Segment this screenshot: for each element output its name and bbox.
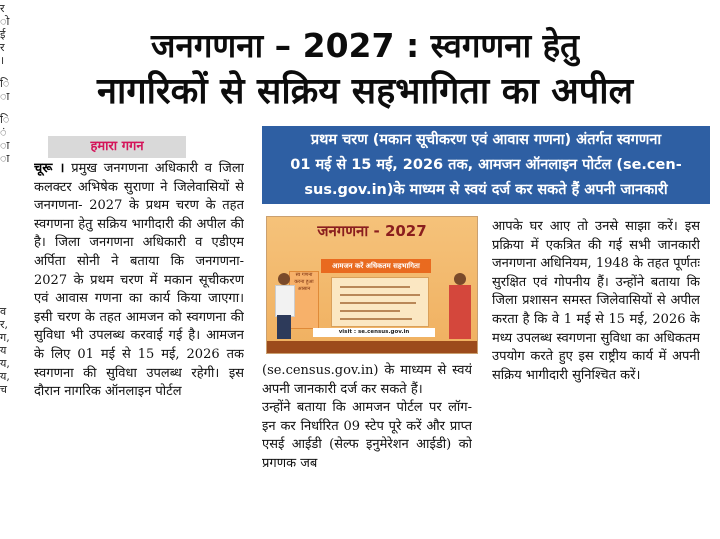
strap-line-1: प्रथम चरण (मकान सूचीकरण एवं आवास गणना) अंतर्गत स्वगणना <box>310 132 662 148</box>
column-2-text: (se.census.gov.in) के माध्यम से स्वयं अपनी जानकारी दर्ज कर सकते हैं। <box>262 363 472 397</box>
article-column-2 <box>262 362 472 522</box>
article-column-1 <box>34 160 244 520</box>
headline-line-2: नागरिकों से सक्रिय सहभागिता का अपील <box>97 71 633 112</box>
column-2-text-2: उन्होंने बताया कि आमजन पोर्टल पर लॉग- इन कर निर्धारित 09 स्टेप पूरे करें और प्राप्त एसई आईडी (सेल्फ इनुमेरेशन आईडी) को प्रगणक जब <box>262 400 472 471</box>
column-1-text: प्रमुख जनगणना अधिकारी व जिला कलक्टर अभिषेक सुराणा ने जिलेवासियों से जनगणना- 2027 के प्रथम चरण के तहत स्वगणना हेतु सक्रिय भागीदारी की अपील की है। जिला जनगणना अधिकारी व एडीएम अर्पिता सोनी ने बताया कि जनगणना- 2027 के प्रथम चरण में मकान सूचीकरण एवं आवास गणना का कार्य किया जाएगा। इसी चरण के तहत आमजन को स्वगणना की सुविधा भी उपलब्ध करवाई गई है। आमजन के लिए 01 मई से 15 मई, 2026 तक स्वगणना की सुविधा उपलब्ध रहेगी। इस दौरान नागरिक ऑनलाइन पोर्टल <box>34 161 244 400</box>
adjacent-column-fragments: र ो ई र । ि ा ि ं ा ा व र, ग, य य, य, च <box>0 2 10 396</box>
strap-line-3: sus.gov.in)के माध्यम से स्वयं दर्ज कर सकते हैं अपनी जानकारी <box>304 182 668 198</box>
poster-url: visit : se.census.gov.in <box>313 328 435 337</box>
poster-subtext <box>319 241 427 257</box>
enumerator-figure <box>273 273 295 339</box>
poster-side-panel: स्व गणना करना हुआ आसान <box>289 271 319 329</box>
byline: हमारा गगन <box>48 136 186 158</box>
census-poster-image <box>266 216 478 354</box>
poster-footer-band <box>267 341 477 353</box>
column-3-text: आपके घर आए तो उनसे साझा करें। इस प्रक्रिया में एकत्रित की गई सभी जानकारी जनगणना अधिनियम, 1948 के तहत पूर्णतः सुरक्षित एवं गोपनीय हैं। उन्होंने बताया कि जिला प्रशासन समस्त जिलेवासियों से अपील करता है कि वे 1 मई से 15 मई, 2026 के मध्य उपलब्ध स्वगणना सुविधा का अधिकतम उपयोग करते हुए इस राष्ट्रीय कार्य में अपनी सक्रिय भागीदारी सुनिश्चित करें। <box>492 219 700 383</box>
poster-band: आमजन करें अधिकतम सहभागिता <box>321 259 431 273</box>
poster-title: जनगणना - 2027 <box>317 222 427 240</box>
strap-line-2: 01 मई से 15 मई, 2026 तक, आमजन ऑनलाइन पोर्टल (se.cen- <box>290 157 682 173</box>
subheading-strap <box>262 126 710 204</box>
woman-figure <box>449 273 471 339</box>
poster-info-box <box>331 277 429 327</box>
article-column-3 <box>492 218 700 518</box>
headline-line-1: जनगणना – 2027 : स्वगणना हेतु <box>151 26 579 65</box>
dateline: चूरू । <box>34 161 65 176</box>
